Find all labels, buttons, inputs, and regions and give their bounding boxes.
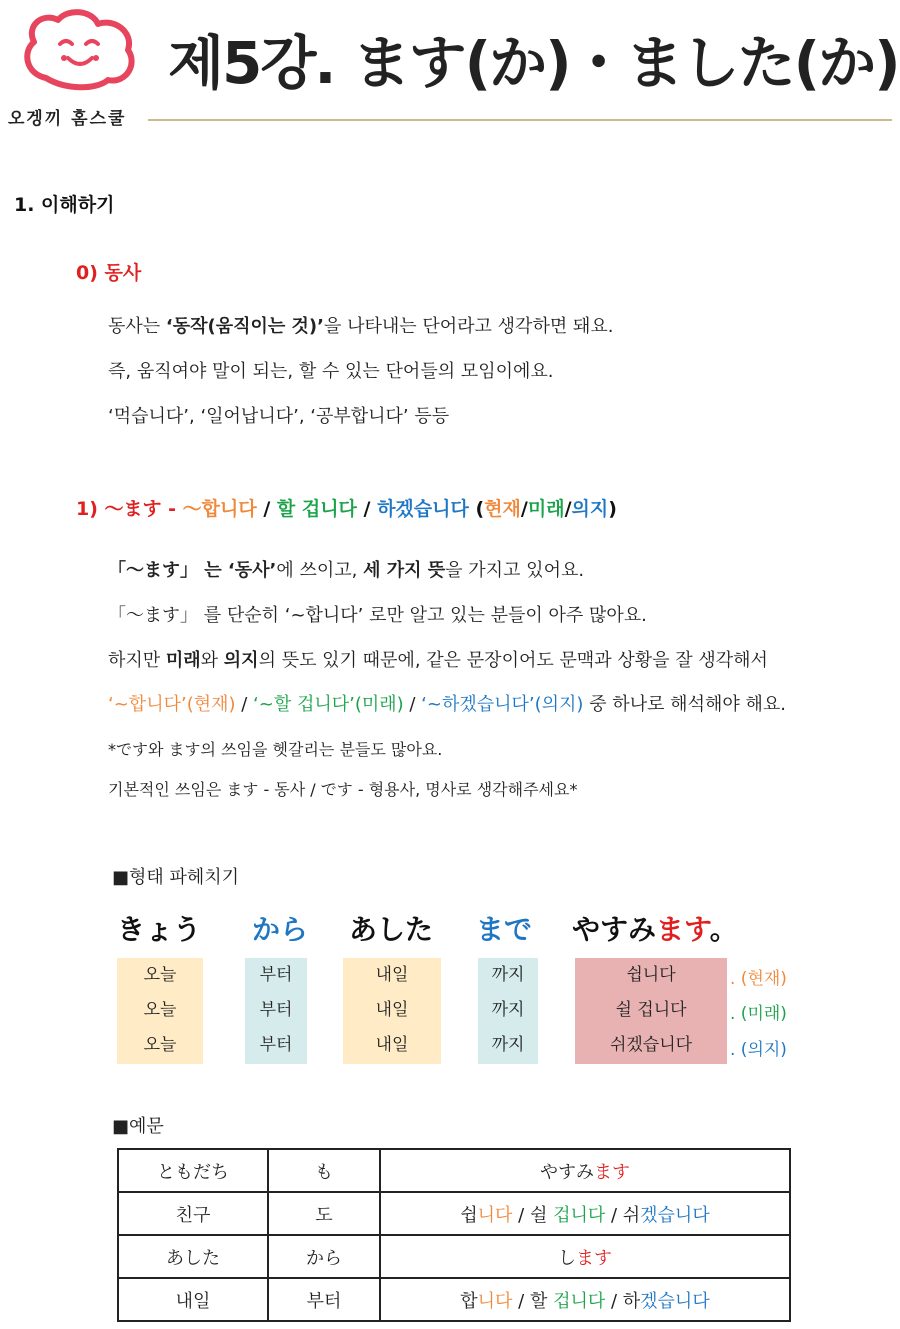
table-row: [118, 1278, 790, 1321]
cell: 부터: [259, 1000, 293, 1020]
cell: 내일: [375, 1035, 409, 1055]
breakdown-col-from: [245, 958, 307, 1064]
table-row: [118, 1192, 790, 1235]
cell: 부터: [259, 965, 293, 985]
table-row: [118, 1149, 790, 1192]
verb-line-1: 동사는 ‘동작(움직이는 것)’을 나타내는 단어라고 생각하면 돼요.: [108, 316, 614, 337]
masu-line-1: 「～ます」 는 ‘동사’에 쓰이고, 세 가지 뜻을 가지고 있어요.: [108, 560, 585, 581]
cell: 쉬겠습니다: [609, 1035, 693, 1055]
table-cell: から: [268, 1235, 380, 1278]
masu-line-4: ‘~합니다’(현재) / ‘~할 겁니다’(미래) / ‘~하겠습니다’(의지) 중 하나로 해석해야 해요.: [108, 694, 786, 715]
breakdown-col-until: [478, 958, 538, 1064]
word-yasumimasu: やすみます。: [572, 913, 738, 946]
table-cell: 부터: [268, 1278, 380, 1321]
table-cell: も: [268, 1149, 380, 1192]
cell: 까지: [491, 965, 525, 985]
breakdown-col-rest: [575, 958, 727, 1064]
table-cell: 내일: [118, 1278, 268, 1321]
word-kyou: きょう: [117, 913, 202, 946]
table-cell: 쉽니다 / 쉴 겁니다 / 쉬겠습니다: [380, 1192, 790, 1235]
cell: 내일: [375, 1000, 409, 1020]
masu-heading: 1) ～ます - ～합니다 / 할 겁니다 / 하겠습니다 (현재/미래/의지): [76, 498, 617, 520]
cell: 까지: [491, 1000, 525, 1020]
table-cell: します: [380, 1235, 790, 1278]
cell: 부터: [259, 1035, 293, 1055]
word-ashita: あした: [349, 913, 434, 946]
masu-line-2: 「～ます」 를 단순히 ‘~합니다’ 로만 알고 있는 분들이 아주 많아요.: [108, 605, 647, 626]
cell: 쉽니다: [626, 965, 676, 985]
tag-present: . (현재): [730, 969, 787, 989]
breakdown-col-tomorrow: [343, 958, 441, 1064]
page-title: 제5강. ます(か)・ました(か): [168, 29, 899, 97]
table-cell: やすみます: [380, 1149, 790, 1192]
cell: 오늘: [143, 1035, 177, 1055]
verb-line-2: 즉, 움직여야 말이 되는, 할 수 있는 단어들의 모임이에요.: [108, 361, 554, 382]
title-underline: [148, 119, 892, 121]
logo-text: 오겡끼 홈스쿨: [8, 109, 127, 129]
cell: 내일: [375, 965, 409, 985]
breakdown-col-today: [117, 958, 203, 1064]
verb-line-3: ‘먹습니다’, ‘일어납니다’, ‘공부합니다’ 등등: [108, 406, 450, 427]
cell: 오늘: [143, 965, 177, 985]
cell: 쉴 겁니다: [615, 1000, 687, 1020]
note-line-2: 기본적인 쓰임은 ます - 동사 / です - 형용사, 명사로 생각해주세요*: [108, 780, 578, 799]
examples-table: [117, 1148, 791, 1322]
masu-line-3: 하지만 미래와 의지의 뜻도 있기 때문에, 같은 문장이어도 문맥과 상황을 잘 생각해서: [108, 650, 768, 671]
logo-icon: [16, 8, 144, 92]
tag-intent: . (의지): [730, 1040, 787, 1060]
table-cell: 합니다 / 할 겁니다 / 하겠습니다: [380, 1278, 790, 1321]
verb-heading: 0) 동사: [76, 262, 142, 284]
breakdown-heading: ■형태 파헤치기: [112, 867, 240, 888]
cell: 오늘: [143, 1000, 177, 1020]
examples-heading: ■예문: [112, 1116, 164, 1137]
word-made: まで: [476, 913, 533, 946]
table-cell: ともだち: [118, 1149, 268, 1192]
table-cell: あした: [118, 1235, 268, 1278]
tag-future: . (미래): [730, 1004, 787, 1024]
note-line-1: *です와 ます의 쓰임을 헷갈리는 분들도 많아요.: [108, 740, 443, 759]
cell: 까지: [491, 1035, 525, 1055]
table-cell: 도: [268, 1192, 380, 1235]
table-cell: 친구: [118, 1192, 268, 1235]
table-row: [118, 1235, 790, 1278]
section-heading: 1. 이해하기: [14, 194, 115, 216]
word-kara: から: [252, 913, 309, 946]
